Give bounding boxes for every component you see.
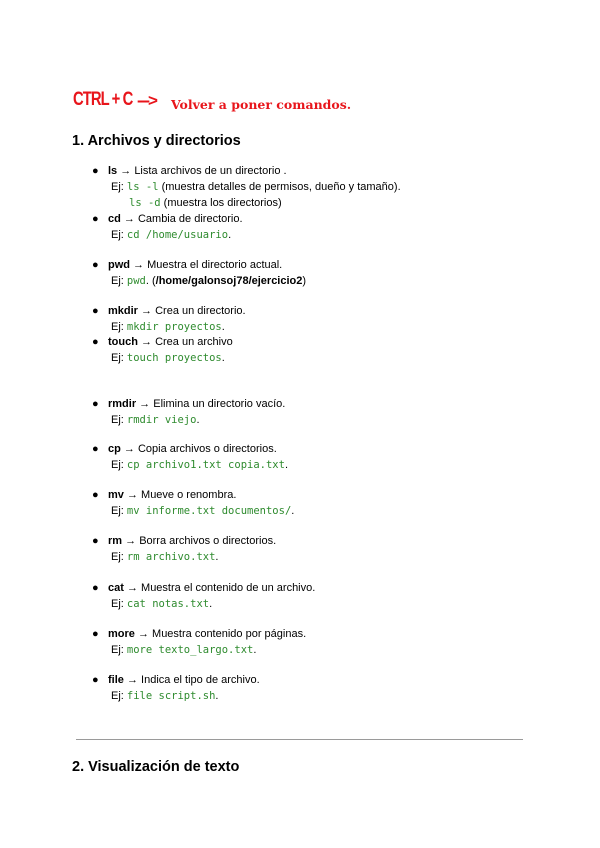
- example-code: rmdir viejo: [126, 414, 197, 426]
- example-line: [111, 273, 306, 289]
- example-prefix: Ej:: [111, 414, 127, 426]
- command-description: Borra archivos o directorios.: [139, 535, 277, 547]
- example-line: [111, 688, 218, 704]
- command-name: mv: [108, 489, 124, 501]
- example-end: .: [196, 414, 200, 426]
- bullet: ●: [92, 489, 99, 501]
- arrow-glyph: →: [117, 165, 135, 177]
- command-name: rm: [108, 535, 123, 547]
- arrow-glyph: →: [123, 582, 142, 594]
- arrow-glyph: →: [123, 489, 142, 501]
- command-line: [108, 672, 260, 688]
- bullet: ●: [92, 674, 99, 686]
- arrow-glyph: →: [137, 305, 156, 317]
- arrow-glyph: →: [136, 398, 154, 410]
- example-code: cp archivo1.txt copia.txt: [126, 459, 285, 471]
- command-name: cat: [108, 582, 124, 594]
- example-end: .: [253, 644, 257, 656]
- command-description: Lista archivos de un directorio .: [134, 165, 287, 177]
- example-prefix: Ej:: [111, 459, 127, 471]
- bullet: ●: [92, 305, 99, 317]
- example-end: .: [291, 505, 295, 517]
- command-description: Crea un archivo: [155, 336, 233, 348]
- example-prefix: Ej:: [111, 275, 127, 287]
- arrow-glyph: →: [130, 259, 148, 271]
- example-line: [111, 503, 294, 519]
- bullet: ●: [92, 336, 99, 348]
- command-line: [108, 441, 277, 457]
- bullet: ●: [92, 443, 99, 455]
- command-line: [108, 211, 243, 227]
- example-code-2: ls -d: [129, 197, 161, 209]
- command-line: [108, 257, 282, 273]
- example-prefix: Ej:: [111, 551, 127, 563]
- command-name: file: [108, 674, 124, 686]
- example-prefix: Ej:: [111, 181, 127, 193]
- example-line: [111, 319, 225, 335]
- shortcut-keys: CTRL + C: [73, 89, 133, 110]
- example-prefix: Ej:: [111, 644, 127, 656]
- arrow-glyph: →: [137, 336, 156, 348]
- command-name: cd: [108, 213, 121, 225]
- arrow-glyph: →: [134, 628, 153, 640]
- command-line: [108, 396, 285, 412]
- example-line: [111, 596, 212, 612]
- example-note-2: (muestra los directorios): [160, 197, 282, 209]
- example-code: file script.sh: [126, 690, 216, 702]
- example-end: .: [215, 690, 219, 702]
- shortcut-note: [73, 89, 352, 112]
- example-end: .: [284, 459, 289, 471]
- example-code: mv informe.txt documentos/: [126, 505, 292, 517]
- horizontal-rule: [76, 739, 523, 740]
- command-line: [108, 303, 246, 319]
- command-description: Elimina un directorio vacío.: [153, 398, 286, 410]
- example-end: .: [228, 229, 232, 241]
- bullet: ●: [92, 582, 99, 594]
- command-name: touch: [108, 336, 138, 348]
- example-prefix: Ej:: [111, 690, 127, 702]
- bullet: ●: [92, 398, 99, 410]
- shortcut-description: Volver a poner comandos.: [171, 97, 352, 112]
- command-description: Muestra contenido por páginas.: [152, 628, 307, 640]
- command-line: [108, 580, 315, 596]
- example-line: [111, 642, 256, 658]
- example-code: touch proyectos: [126, 352, 222, 364]
- example-line: [111, 412, 200, 428]
- bullet: ●: [92, 628, 99, 640]
- command-line: [108, 487, 236, 503]
- example-line: [111, 179, 401, 195]
- example-line-2: [129, 195, 282, 211]
- command-line: [108, 163, 287, 179]
- shortcut-arrow: --->: [137, 91, 156, 110]
- example-code: rm archivo.txt: [126, 551, 216, 563]
- example-end: .: [209, 598, 213, 610]
- example-prefix: Ej:: [111, 321, 127, 333]
- example-prefix: Ej:: [111, 229, 127, 241]
- example-end: . (: [145, 275, 156, 287]
- command-name: more: [108, 628, 135, 640]
- example-code: ls -l: [126, 181, 159, 193]
- command-line: [108, 626, 306, 642]
- example-end: .: [221, 352, 225, 364]
- bullet: ●: [92, 535, 99, 547]
- example-code: more texto_largo.txt: [126, 644, 254, 656]
- example-note: (muestra detalles de permisos, dueño y tamaño).: [158, 181, 401, 193]
- example-line: [111, 549, 218, 565]
- command-description: Muestra el directorio actual.: [147, 259, 283, 271]
- bullet: ●: [92, 165, 99, 177]
- command-name: rmdir: [108, 398, 137, 410]
- bullet: ●: [92, 259, 99, 271]
- example-path: /home/galonsoj78/ejercicio2: [155, 275, 303, 287]
- command-name: cp: [108, 443, 121, 455]
- command-description: Copia archivos o directorios.: [137, 443, 277, 455]
- example-code: mkdir proyectos: [126, 321, 222, 333]
- example-prefix: Ej:: [111, 352, 127, 364]
- example-prefix: Ej:: [111, 598, 127, 610]
- arrow-glyph: →: [120, 213, 138, 225]
- example-end: .: [215, 551, 219, 563]
- example-code: pwd: [126, 275, 146, 287]
- example-prefix: Ej:: [111, 505, 127, 517]
- command-name: ls: [108, 165, 118, 177]
- arrow-glyph: →: [122, 535, 140, 547]
- command-name: mkdir: [108, 305, 138, 317]
- example-close: ): [302, 275, 307, 287]
- arrow-glyph: →: [123, 674, 142, 686]
- command-line: [108, 533, 276, 549]
- command-name: pwd: [108, 259, 130, 271]
- command-line: [108, 334, 233, 350]
- arrow-glyph: →: [120, 443, 138, 455]
- example-line: [111, 350, 225, 366]
- example-line: [111, 457, 288, 473]
- section-title-text-viewing: 2. Visualización de texto: [72, 759, 240, 775]
- example-code: cd /home/usuario: [126, 229, 229, 241]
- section-title-files: 1. Archivos y directorios: [72, 133, 241, 149]
- example-end: .: [221, 321, 225, 333]
- command-description: Crea un directorio.: [155, 305, 246, 317]
- example-code: cat notas.txt: [126, 598, 210, 610]
- command-description: Indica el tipo de archivo.: [141, 674, 260, 686]
- command-description: Muestra el contenido de un archivo.: [141, 582, 316, 594]
- bullet: ●: [92, 213, 99, 225]
- example-line: [111, 227, 231, 243]
- command-description: Mueve o renombra.: [141, 489, 237, 501]
- command-description: Cambia de directorio.: [137, 213, 243, 225]
